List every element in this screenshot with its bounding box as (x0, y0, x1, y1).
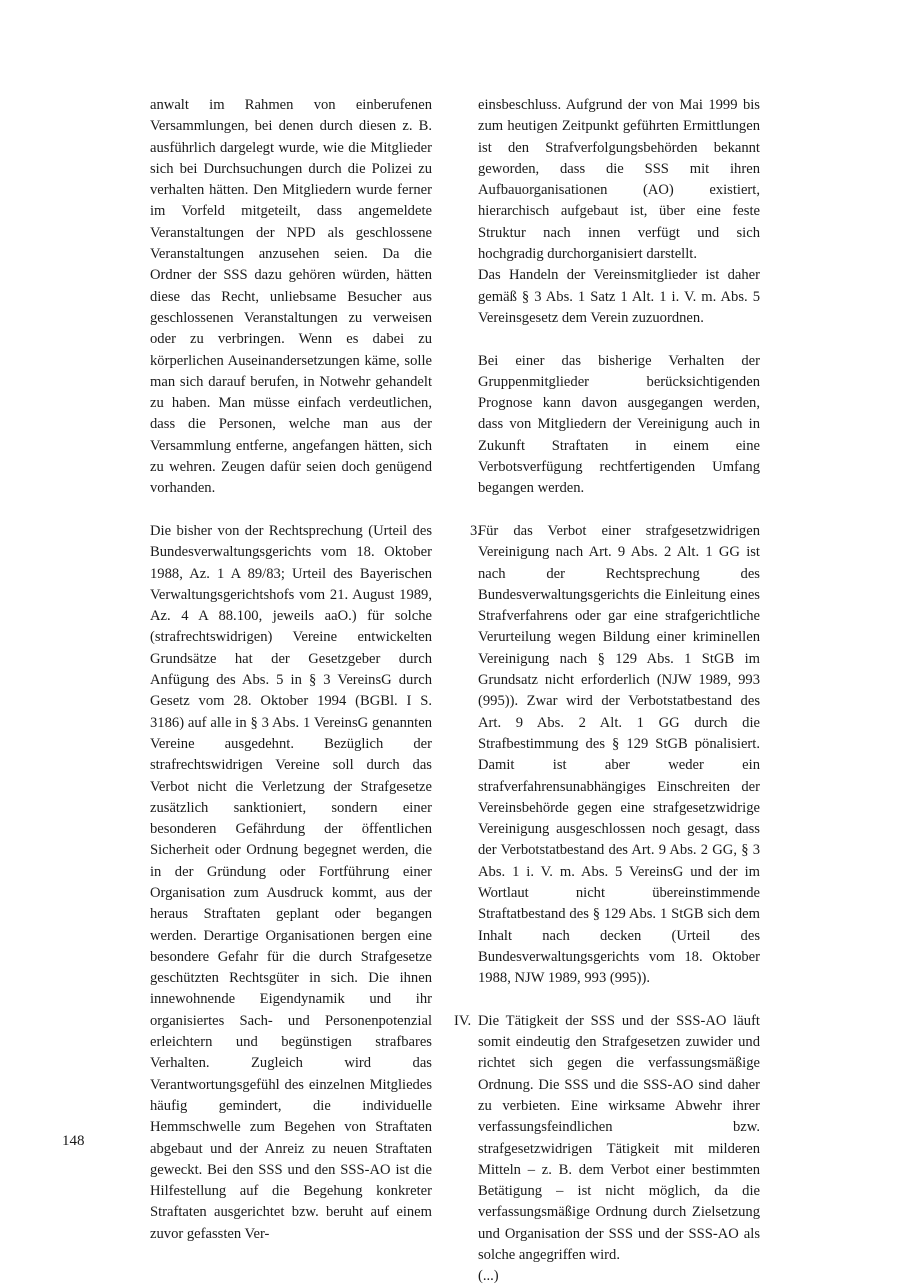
body-paragraph: Bei einer das bisherige Verhalten der Gruppenmitglieder berücksichtigenden Prognose kann davon ausgegangen werden, dass von Mitgliedern der Vereinigung auch in Zukunft Straftaten in einem eine Verbotsverfügung rechtfertigenden Umfang begangen werden. (478, 352, 760, 497)
paragraph-spacer (478, 500, 760, 521)
list-item-text: Die Tätigkeit der SSS und der SSS-AO läuft somit eindeutig den Strafgesetzen zuwider und richtet sich gegen die verfassungsmäßige Ordnung. Die SSS und die SSS-AO sind daher zu verbieten. Eine wirksame Abwehr ihrer verfassungsfeindlichen bzw. strafgesetzwidrigen Tätigkeit mit milderen Mitteln – z. B. dem Verbot einer bestimmten Betätigung – ist nicht möglich, da die verfassungsmäßige Ordnung durch Zielsetzung und Organisation der SSS und der SSS-AO als solche angegriffen wird. (478, 1012, 760, 1264)
list-item-text: Für das Verbot einer strafgesetzwidrigen Vereinigung nach Art. 9 Abs. 2 Alt. 1 GG ist nach der Rechtsprechung des Bundesverwaltungsgerichts die Einleitung eines Strafverfahrens oder gar eine strafgerichtliche Verurteilung wegen Bildung einer kriminellen Vereinigung nach § 129 Abs. 1 StGB im Grundsatz nicht erforderlich (NJW 1989, 993 (995)). Zwar wird der Verbotstatbestand des Art. 9 Abs. 2 Alt. 1 GG durch die Strafbestimmung des § 129 StGB pönalisiert. Damit ist aber weder ein strafverfahrensunabhängiges Einschreiten der Vereinsbehörde gegen eine strafgesetzwidrige Vereinigung ausgeschlossen noch gesagt, dass der Verbotstatbestand des Art. 9 Abs. 2 GG, § 3 Abs. 1 i. V. m. Abs. 5 VereinsG und der im Wortlaut nicht übereinstimmende Straftatbestand des § 129 Abs. 1 StGB sich dem Inhalt nach decken (Urteil des Bundesverwaltungsgerichts vom 18. Oktober 1988, NJW 1989, 993 (995)). (478, 522, 760, 987)
body-paragraph: einsbeschluss. Aufgrund der von Mai 1999 bis zum heutigen Zeitpunkt geführten Ermittlungen ist den Strafverfolgungsbehörden bekannt geworden, dass die SSS mit ihren Aufbauorganisationen (AO) existiert, hierarchisch aufgebaut ist, über eine feste Struktur nach innen verfügt und sich hochgradig durchorganisiert darstellt. (478, 97, 760, 263)
list-marker: 3. (470, 522, 481, 539)
list-marker: IV. (454, 1012, 472, 1029)
left-text-column (150, 95, 432, 1245)
paragraph-spacer (478, 329, 760, 350)
right-text-column (454, 95, 760, 1288)
numbered-item-3 (470, 521, 760, 990)
body-paragraph: Die bisher von der Rechtsprechung (Urteil des Bundesverwaltungsgerichts vom 18. Oktober 1988, Az. 1 A 89/83; Urteil des Bayerischen Verwaltungsgerichtshofs vom 21. August 1989, Az. 4 A 88.100, jeweils aaO.) für solche (strafrechtswidrigen) Vereine entwickelten Grundsätze hat der Gesetzgeber durch Anfügung des Abs. 5 in § 3 VereinsG durch Gesetz vom 28. Oktober 1994 (BGBl. I S. 3186) auf alle in § 3 Abs. 1 VereinsG genannten Vereine ausgedehnt. Bezüglich der strafrechtswidrigen Vereine soll durch das Verbot nicht die Verletzung der Strafgesetze zusätzlich sanktioniert, sondern einer besonderen Gefährdung der öffentlichen Sicherheit oder Ordnung begegnet werden, die in der Gründung oder Fortführung einer Organisation zum Ausdruck kommt, aus der heraus Straftaten geplant oder begangen werden. Derartige Organisationen bergen eine besondere Gefahr für die durch Strafgesetze geschützten Rechtsgüter in sich. Die ihnen innewohnende Eigendynamik und ihr organisiertes Sach- und Personenpotenzial erleichtern und begünstigen strafbares Verhalten. Zugleich wird das Verantwortungsgefühl des einzelnen Mitgliedes häufig gemindert, die individuelle Hemmschwelle zum Begehen von Straftaten abgebaut und der Anreiz zu neuen Straftaten geweckt. Bei den SSS und den SSS-AO ist die Hilfestellung auf die Begehung konkreter Straftaten ausgerichtet bzw. beruht auf einem zuvor gefassten Ver- (150, 522, 432, 1242)
paragraph-spacer (478, 989, 760, 1010)
page-number: 148 (62, 1133, 85, 1149)
paragraph-spacer (150, 500, 432, 521)
numbered-item-iv (454, 1011, 760, 1288)
body-paragraph: Das Handeln der Vereinsmitglieder ist daher gemäß § 3 Abs. 1 Satz 1 Alt. 1 i. V. m. Abs. 5 Vereinsgesetz dem Verein zuzuordnen. (478, 267, 760, 326)
body-paragraph: anwalt im Rahmen von einberufenen Versammlungen, bei denen durch diesen z. B. ausführlich dargelegt wurde, wie die Mitglieder sich bei Durchsuchungen durch die Polizei zu verhalten hätten. Den Mitgliedern wurde ferner im Vorfeld mitgeteilt, dass angemeldete Veranstaltungen der NPD als geschlossene Veranstaltungen anzusehen seien. Da die Ordner der SSS dazu gehören würden, hätten diese das Recht, unliebsame Besucher aus geschlossenen Veranstaltungen zu verweisen oder zu verbringen. Wenn es dabei zu körperlichen Auseinandersetzungen käme, solle man sich darauf berufen, in Notwehr gehandelt zu haben. Man müsse einfach verdeutlichen, dass die Personen, welche man aus der Versammlung entferne, angefangen hätten, sich zu wehren. Zeugen dafür seien doch genügend vorhanden. (150, 97, 432, 497)
ellipsis-text: (...) (478, 1268, 499, 1285)
